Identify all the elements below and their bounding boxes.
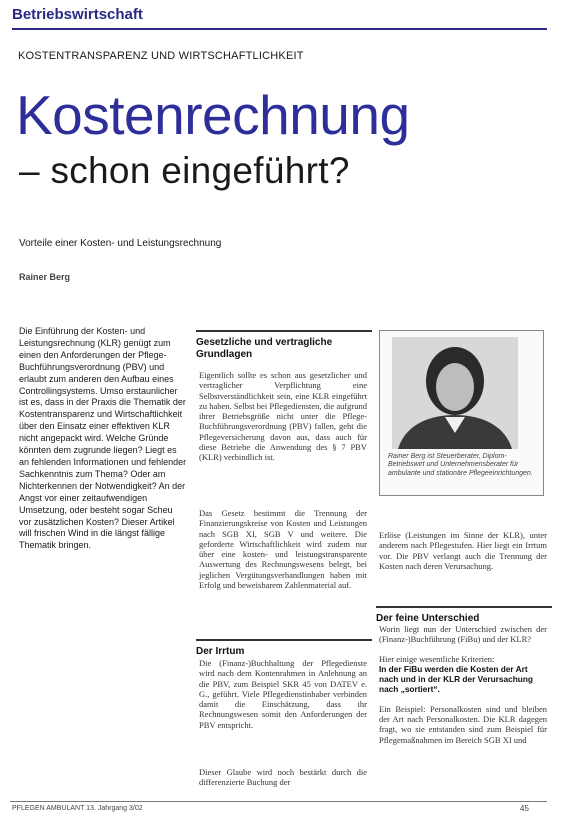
section-box-irrtum — [196, 639, 372, 658]
photo-caption: Rainer Berg ist Steuerberater, Diplom-Betriebswirt und Unternehmensberater für ambulante und stationäre Pflegeeinrichtungen. — [388, 453, 533, 477]
section-heading-legal: Gesetzliche und vertragliche Grundlagen — [196, 337, 333, 360]
article-title: Kostenrechnung — [16, 84, 410, 146]
author-name: Rainer Berg — [19, 272, 71, 282]
section-box-legal — [196, 330, 372, 361]
criteria-intro: Hier einige wesentliche Kriterien: — [379, 653, 495, 664]
right-column-body — [379, 624, 547, 754]
section-heading-unterschied: Der feine Unterschied — [376, 613, 480, 624]
lead-paragraph: Die Einführung der Kosten- und Leistungsrechnung (KLR) genügt zum einen den Anforderungen der Pflege-Buchführungsverordnung (PBV) und erlaubt zum anderen den Aufbau eines Controllingsystems. Umso erstaunlicher ist es, dass in der Praxis die Thematik der Kostentransparenz und Wirtschaftlichkeit über den Einsatz einer effektiven KLR nicht angepackt wird. Welche Gründe könnten dem zugrunde liegen? Liegt es an fehlenden Informationen und fehlender Sachkenntnis zum Thema? Oder am Nichterkennen der Notwendigkeit? An der Angst vor einer zeitaufwendigen Umsetzung, oder besteht sogar Scheu vor zusätzlichen Kosten? Dieser Artikel will frischen Wind in die längst fällige Thematik bringen. — [19, 326, 187, 551]
author-photo-box — [379, 330, 544, 496]
footer-publication: PFLEGEN AMBULANT 13. Jahrgang 3/02 — [12, 805, 143, 812]
body-paragraph: Das Gesetz bestimmt die Trennung der Finanzierungskreise von Kosten und Leistungen nach SGB XI, SGB V und weitere. Die geforderte Wirtschaftlichkeit wird zudem nur über eine kosten- und leistungstransparente Auswertung des Rechnungswesens belegt, bei jeglichen Vergütungsverhandlungen haben mit Erfolg und beweisbarem Zahlenmaterial auf. — [199, 508, 367, 591]
footer-rule — [10, 801, 547, 802]
body-paragraph: Dieser Glaube wird noch bestärkt durch die differenzierte Buchung der — [199, 767, 367, 788]
section-label: Betriebswirtschaft — [12, 6, 143, 23]
article-subtitle: – schon eingeführt? — [19, 150, 350, 191]
author-portrait — [392, 337, 518, 449]
header-rule — [12, 28, 547, 30]
article-kicker: KOSTENTRANSPARENZ UND WIRTSCHAFTLICHKEIT — [18, 50, 304, 62]
criteria-highlight: In der FiBu werden die Kosten der Art nach und in der KLR der Verursachung nach „sortiert“. — [379, 663, 533, 695]
section-box-unterschied — [376, 606, 552, 625]
section-heading-irrtum: Der Irrtum — [196, 646, 245, 657]
body-paragraph: Worin liegt nun der Unterschied zwischen der (Finanz-)Buchführung (FiBu) und der KLR? — [379, 624, 547, 645]
body-paragraph: Erlöse (Leistungen im Sinne der KLR), unter anderem nach Pflegestufen. Hier liegt ein Irrtum vor. Die PBV verlangt auch die Trennung der Kosten nach deren Verursachung. — [379, 530, 547, 571]
body-paragraph: Ein Beispiel: Personalkosten sind und bleiben der Art nach Personalkosten. Die KLR dagegen fragt, wo sie entstanden sind zum Beispiel für Pflegemaßnahmen im Bereich SGB XI und — [379, 703, 547, 745]
intro-heading: Vorteile einer Kosten- und Leistungsrechnung — [19, 238, 222, 249]
body-paragraph: Die (Finanz-)Buchhaltung der Pflegedienste wird nach dem Kontenrahmen in Anlehnung an die PBV, zum Beispiel SKR 45 von DATEV e. G., geführt. Viele Pflegedienstinhaber verbinden damit die Einschätzung, dass ihr Rechnungswesen somit den Anforderungen der PBV entspricht. — [199, 658, 367, 730]
body-paragraph: Eigentlich sollte es schon aus gesetzlicher und vertraglicher Verpflichtung eine Selbstverständlichkeit sein, eine KLR eingeführt zu haben. Selbst bei Pflegediensten, die aufgrund ihrer Betriebsgröße nicht unter die Pflege-Buchführungsverordnung (PBV) fallen, geht die Pflegeversicherung davon aus, dass auch für diese Betriebe die Anwendung des § 7 PBV (KLR) verbindlich ist. — [199, 370, 367, 463]
page-number: 45 — [520, 804, 529, 813]
